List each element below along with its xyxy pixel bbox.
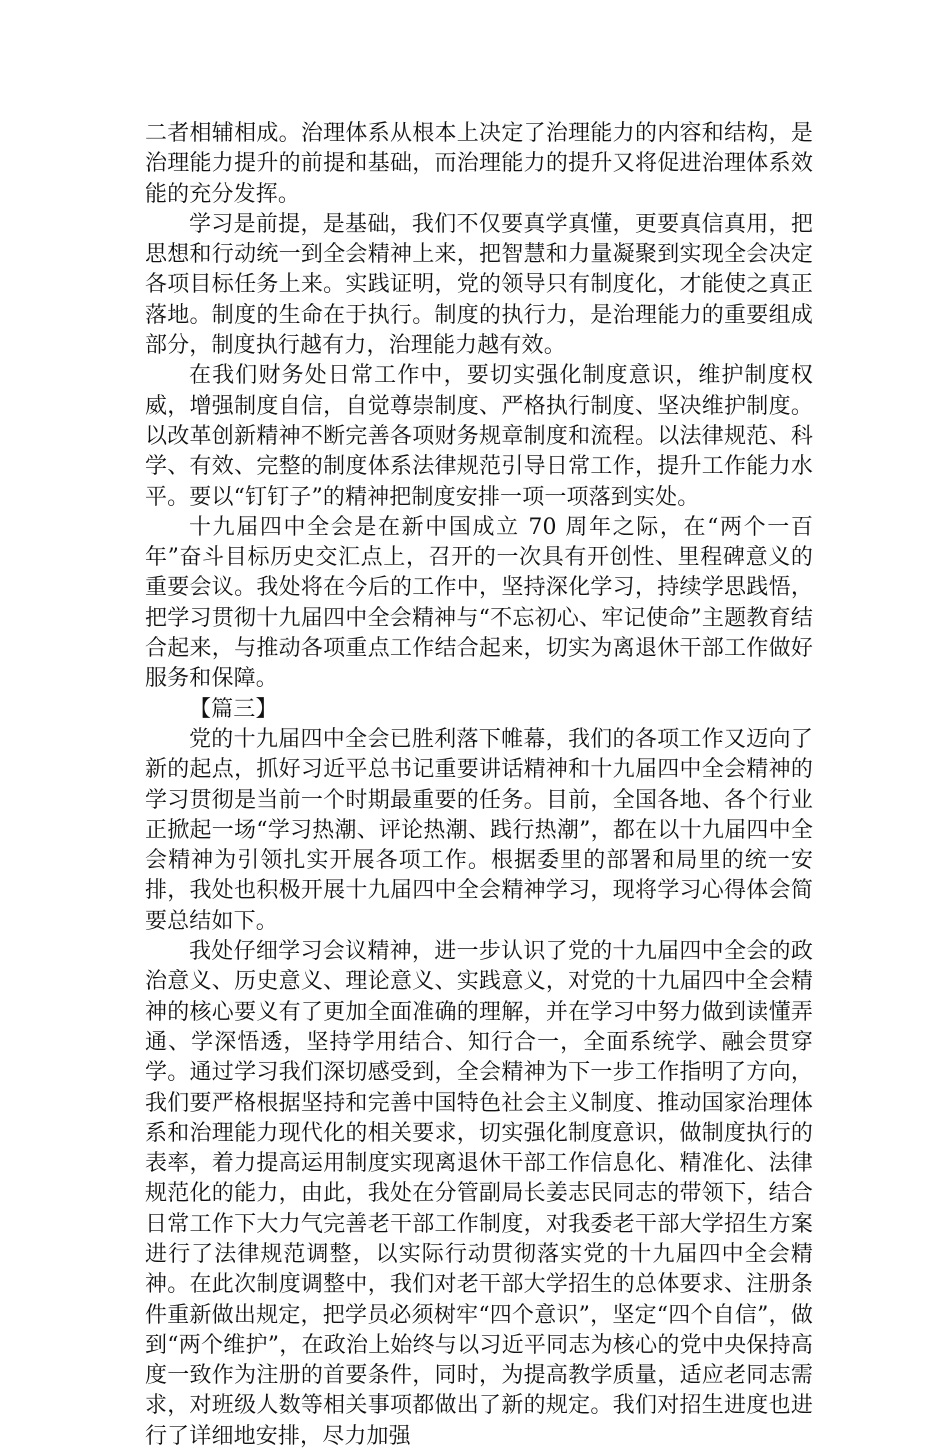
section-paragraph-2: 我处仔细学习会议精神，进一步认识了党的十九届四中全会的政治意义、历史意义、理论意义、实践意义，对党的十九届四中全会精神的核心要义有了更加全面准确的理解，并在学习中努力做到读懂弄通、学深悟透，坚持学用结合、知行合一，全面系统学、融会贯穿学。通过学习我们深切感受到，全会精神为下一步工作指明了方向，我们要严格根据坚持和完善中国特色社会主义制度、推动国家治理体系和治理能力现代化的相关要求，切实强化制度意识，做制度执行的表率，着力提高运用制度实现离退休干部工作信息化、精准化、法律规范化的能力，由此，我处在分管副局长姜志民同志的带领下，结合日常工作下大力气完善老干部工作制度，对我委老干部大学招生方案进行了法律规范调整，以实际行动贯彻落实党的十九届四中全会精神。在此次制度调整中，我们对老干部大学招生的总体要求、注册条件重新做出规定，把学员必须树牢“四个意识”，坚定“四个自信”，做到“两个维护”，在政治上始终与以习近平同志为核心的党中央保持高度一致作为注册的首要条件，同时，为提高教学质量，适应老同志需求，对班级人数等相关事项都做出了新的规定。我们对招生进度也进行了详细地安排，尽力加强	[145, 939, 813, 1449]
paragraph-4: 十九届四中全会是在新中国成立 70 周年之际，在“两个一百年”奋斗目标历史交汇点上，召开的一次具有开创性、里程碑意义的重要会议。我处将在今后的工作中，坚持深化学习，持续学思践悟，把学习贯彻十九届四中全会精神与“不忘初心、牢记使命”主题教育结合起来，与推动各项重点工作结合起来，切实为离退休干部工作做好服务和保障。	[145, 514, 813, 692]
document-body	[145, 119, 813, 1452]
paragraph-3: 在我们财务处日常工作中，要切实强化制度意识，维护制度权威，增强制度自信，自觉尊崇制度、严格执行制度、坚决维护制度。以改革创新精神不断完善各项财务规章制度和流程。以法律规范、科学、有效、完整的制度体系法律规范引导日常工作，提升工作能力水平。要以“钉钉子”的精神把制度安排一项一项落到实处。	[145, 363, 813, 510]
section-heading: 【篇三】	[189, 696, 278, 722]
section-paragraph-1: 党的十九届四中全会已胜利落下帷幕，我们的各项工作又迈向了新的起点，抓好习近平总书记重要讲话精神和十九届四中全会精神的学习贯彻是当前一个时期最重要的任务。目前，全国各地、各个行业正掀起一场“学习热潮、评论热潮、践行热潮”，都在以十九届四中全会精神为引领扎实开展各项工作。根据委里的部署和局里的统一安排，我处也积极开展十九届四中全会精神学习，现将学习心得体会简要总结如下。	[145, 726, 813, 934]
paragraph-1: 二者相辅相成。治理体系从根本上决定了治理能力的内容和结构，是治理能力提升的前提和基础，而治理能力的提升又将促进治理体系效能的充分发挥。	[145, 121, 813, 207]
paragraph-2: 学习是前提，是基础，我们不仅要真学真懂，更要真信真用，把思想和行动统一到全会精神上来，把智慧和力量凝聚到实现全会决定各项目标任务上来。实践证明，党的领导只有制度化，才能使之真正落地。制度的生命在于执行。制度的执行力，是治理能力的重要组成部分，制度执行越有力，治理能力越有效。	[145, 211, 813, 359]
